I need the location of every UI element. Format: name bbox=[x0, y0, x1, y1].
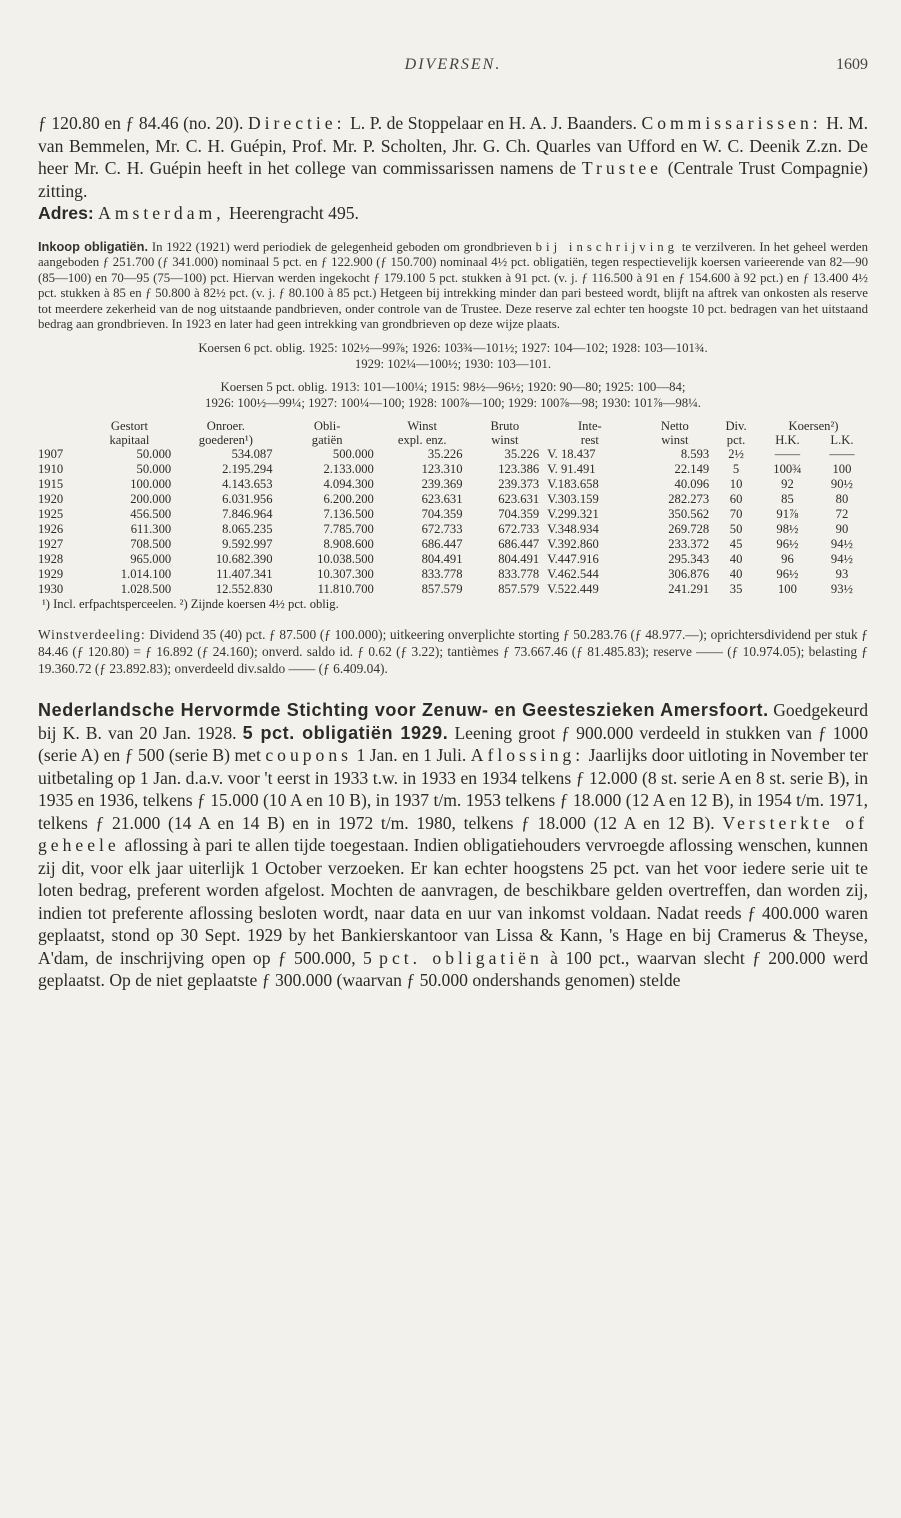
table-cell: 306.876 bbox=[668, 567, 710, 582]
table-cell: V.183.658 bbox=[547, 477, 599, 492]
table-cell: 123.310 bbox=[421, 462, 463, 477]
table-cell: 60 bbox=[729, 492, 743, 507]
table-cell: 623.631 bbox=[421, 492, 463, 507]
table-cell: 1.014.100 bbox=[120, 567, 172, 582]
inkoop-text-1: In 1922 (1921) werd periodiek de gelegenheid geboden om grondbrieven bbox=[148, 239, 536, 254]
table-cell: 804.491 bbox=[498, 552, 540, 567]
table-cell: 100.000 bbox=[130, 477, 172, 492]
directie-label: Directie: bbox=[247, 113, 346, 133]
table-cell: 11.407.341 bbox=[216, 567, 273, 582]
table-cell: V.462.544 bbox=[547, 567, 599, 582]
table-cell: 1920 bbox=[38, 492, 64, 507]
table-cell: 98½ bbox=[776, 522, 799, 537]
table-cell: 9.592.997 bbox=[222, 537, 273, 552]
table-header-cell bbox=[38, 433, 84, 447]
koersen-5-line-1: Koersen 5 pct. oblig. 1913: 101—100¼; 1915: 98½—96½; 1920: 90—80; 1925: 100—84; bbox=[220, 380, 686, 395]
table-cell: 295.343 bbox=[668, 552, 710, 567]
inkoop-label: Inkoop obligatiën. bbox=[38, 238, 149, 254]
directie-paragraph bbox=[38, 112, 868, 202]
table-cell: 857.579 bbox=[498, 582, 540, 597]
table-footnote: ¹) Incl. erfpachtsperceelen. ²) Zijnde koersen 4½ pct. oblig. bbox=[42, 597, 339, 612]
table-header-cell: Koersen²) bbox=[788, 419, 839, 434]
stichting-heading: Nederlandsche Hervormde Stichting voor Zenuw- en Geesteszieken Amersfoort. bbox=[38, 700, 769, 721]
table-cell: 8.593 bbox=[680, 447, 710, 462]
table-cell: V. 91.491 bbox=[547, 462, 596, 477]
adres-label: Adres: bbox=[38, 203, 94, 223]
versterkte-label: Versterkte of geheele bbox=[38, 812, 868, 856]
table-cell: 241.291 bbox=[668, 582, 710, 597]
stichting-text-4: Jaarlijks door uitloting in November ter uitbetaling op 1 Jan. d.a.v. voor 't eerst in 1933 t.w. in 1933 en 1934 telkens ƒ 12.000 (8 st. serie A en 8 st. serie B), in 1935 en 1936, telkens ƒ 15.000 (10 A en 10 B), in 1937 t/m. 1953 telkens ƒ 18.000 (12 A en 12 B), in 1954 t/m. 1971, telkens ƒ 21.000 (14 A en 14 B) en in 1972 t/m. 1980, telkens ƒ 18.000 (12 A en 12 B). bbox=[38, 745, 868, 833]
table-cell: V.447.916 bbox=[547, 552, 599, 567]
table-cell: V.348.934 bbox=[547, 522, 599, 537]
table-cell: 833.778 bbox=[498, 567, 540, 582]
stichting-text-6: à 100 pct., waarvan slecht ƒ 200.000 werd geplaatst. Op de niet geplaatste ƒ 300.000 (waarvan ƒ 50.000 ondershands genomen) stelde bbox=[38, 947, 869, 991]
table-cell: 704.359 bbox=[421, 507, 463, 522]
table-header-cell: gatiën bbox=[311, 433, 343, 448]
winstverdeeling-text: Dividend 35 (40) pct. ƒ 87.500 (ƒ 100.000); uitkeering onverplichte storting ƒ 50.283.76 (ƒ 48.977.—); oprichtersdividend per stuk ƒ 84.46 (ƒ 120.80) = ƒ 16.892 (ƒ 24.160); onverd. saldo id. ƒ 0.62 (ƒ 3.22); tantièmes ƒ 73.667.46 (ƒ 81.485.83); reserve —— (ƒ 10.974.05); belasting ƒ 19.360.72 (ƒ 23.892.83); onverdeeld div.saldo —— (ƒ 6.409.04). bbox=[38, 627, 868, 677]
table-cell: 50.000 bbox=[136, 462, 172, 477]
table-cell: 22.149 bbox=[674, 462, 710, 477]
table-cell: 40 bbox=[729, 552, 743, 567]
table-cell: 6.031.956 bbox=[222, 492, 273, 507]
table-cell: V.392.860 bbox=[547, 537, 599, 552]
stichting-text-5: aflossing à pari te allen tijde toegestaan. Indien obligatiehouders vervroegde aflossing wenschen, kunnen zij dit, voor elk jaar uiterlijk 1 October verzoeken. Er kan echter hoogstens 25 pct. van het voor iedere serie uit te loten bedrag, preferent worden afgelost. Mochten de aanvragen, de beschikbare gelden overtreffen, dan worden zij, indien tot preferente aflossing besloten wordt, naar data en uur van inkomst voldaan. Nadat reeds ƒ 400.000 waren geplaatst, stond op 30 Sept. 1929 by het Bankierskantoor van Lissa & Kann, 's Hage en bij Cramerus & Theyse, A'dam, de inschrijving open op ƒ 500.000, 5 bbox=[38, 835, 868, 968]
table-row bbox=[38, 567, 868, 582]
table-cell: —— bbox=[829, 447, 855, 462]
table-cell: 1927 bbox=[38, 537, 64, 552]
table-cell: 708.500 bbox=[130, 537, 172, 552]
table-cell: 1925 bbox=[38, 507, 64, 522]
table-cell: 1915 bbox=[38, 477, 64, 492]
table-cell: 2.133.000 bbox=[323, 462, 374, 477]
table-cell: 90½ bbox=[830, 477, 853, 492]
table-cell: 8.065.235 bbox=[222, 522, 273, 537]
table-cell: 200.000 bbox=[130, 492, 172, 507]
table-header-cell: L.K. bbox=[830, 433, 854, 448]
table-row bbox=[38, 552, 868, 567]
table-header-cell: Div. bbox=[725, 419, 747, 434]
table-cell: 10.307.300 bbox=[317, 567, 374, 582]
table-cell: 11.810.700 bbox=[317, 582, 374, 597]
koersen-5-line-2: 1926: 100½—99¼; 1927: 100¼—100; 1928: 100⅞—100; 1929: 100⅞—98; 1930: 101⅞—98¼. bbox=[205, 395, 701, 410]
page-header bbox=[38, 0, 868, 78]
table-cell: 686.447 bbox=[421, 537, 463, 552]
table-header-cell: expl. enz. bbox=[397, 433, 447, 448]
table-cell: 4.143.653 bbox=[222, 477, 273, 492]
table-cell: 611.300 bbox=[130, 522, 172, 537]
table-header-cell: Bruto bbox=[490, 419, 520, 434]
table-cell: 35.226 bbox=[504, 447, 540, 462]
inkoop-paragraph bbox=[38, 239, 868, 334]
pct-obligatien-label: pct. obligatiën bbox=[379, 947, 543, 968]
table-header-cell: goederen¹) bbox=[198, 433, 253, 448]
table-cell: 804.491 bbox=[421, 552, 463, 567]
table-cell: 94½ bbox=[830, 552, 853, 567]
table-row bbox=[38, 507, 868, 522]
table-cell: 1910 bbox=[38, 462, 64, 477]
table-cell: 123.386 bbox=[498, 462, 540, 477]
table-header-cell: pct. bbox=[726, 433, 746, 448]
table-header-cell: Onroer. bbox=[206, 419, 245, 434]
table-header-row-bottom bbox=[38, 433, 868, 447]
table-header-cell: Netto bbox=[660, 419, 689, 434]
table-row bbox=[38, 477, 868, 492]
table-cell: 50.000 bbox=[136, 447, 172, 462]
table-cell: 50 bbox=[729, 522, 743, 537]
trustee-label: Trustee bbox=[581, 158, 662, 178]
table-cell: V.522.449 bbox=[547, 582, 599, 597]
table-row bbox=[38, 462, 868, 477]
document-page bbox=[38, 0, 868, 992]
stichting-text-2: Leening groot ƒ 900.000 verdeeld in stukken van ƒ 1000 (serie A) en ƒ 500 (serie B) met bbox=[38, 722, 868, 766]
table-cell: 100 bbox=[777, 582, 797, 597]
koersen-6-line-2: 1929: 102¼—100½; 1930: 103—101. bbox=[354, 356, 552, 371]
koersen-6-line-1: Koersen 6 pct. oblig. 1925: 102½—99⅞; 1926: 103¾—101½; 1927: 104—102; 1928: 103—101¾. bbox=[198, 341, 708, 356]
table-cell: V.299.321 bbox=[547, 507, 599, 522]
table-cell: 40.096 bbox=[674, 477, 710, 492]
aflossing-label: Aflossing: bbox=[470, 745, 585, 766]
table-cell: 92 bbox=[781, 477, 794, 492]
financial-table bbox=[38, 419, 868, 597]
inkoop-text-2: te verzilveren. In het geheel werden aangeboden ƒ 251.700 (ƒ 341.000) nominaal 5 pct. en ƒ 122.900 (ƒ 150.700) nominaal 4½ pct. obligatiën, tegen respectievelijk koersen varieerende van 82—90 (85—100) en 70—95 (75—100) pct. Hiervan werden ingekocht ƒ 179.100 5 pct. stukken à 91 pct. (v. j. ƒ 116.500 à 91 en ƒ 154.600 à 92 pct.) en ƒ 13.400 4½ pct. stukken à 85 en ƒ 50.800 à 82½ pct. (v. j. ƒ 80.100 à 85 pct.) Hetgeen bij intrekking minder dan pari besteed wordt, blijft na aftrek van onkosten als reserve tot meerdere zekerheid van de nog uitstaande pandbrieven, onder controle van de Trustee. Deze reserve zal echter ten hoogste 10 pct. bedragen van het uitstaand bedrag aan grondbrieven. In 1923 en later had geen intrekking van grondbrieven op deze wijze plaats. bbox=[38, 239, 869, 332]
running-head: DIVERSEN. bbox=[404, 56, 502, 73]
table-cell: 80 bbox=[835, 492, 849, 507]
table-cell: 5 bbox=[732, 462, 740, 477]
fee-text: ƒ 120.80 en ƒ 84.46 (no. 20). bbox=[38, 113, 248, 133]
table-header-cell bbox=[38, 419, 84, 433]
table-header-row-top bbox=[38, 419, 868, 433]
inkoop-spaced: bij inschrijving bbox=[535, 239, 679, 254]
table-cell: 96½ bbox=[776, 537, 799, 552]
table-cell: 704.359 bbox=[498, 507, 540, 522]
table-cell: 2½ bbox=[728, 447, 744, 462]
table-cell: 10.038.500 bbox=[317, 552, 374, 567]
table-cell: 672.733 bbox=[498, 522, 540, 537]
directie-names: L. P. de Stoppelaar en H. A. J. Baanders. bbox=[345, 113, 642, 133]
coupons-label: coupons bbox=[265, 745, 352, 766]
table-cell: 2.195.294 bbox=[222, 462, 273, 477]
stichting-text-3: 1 Jan. en 1 Juli. bbox=[352, 745, 471, 766]
table-cell: 7.136.500 bbox=[323, 507, 374, 522]
table-cell: 6.200.200 bbox=[323, 492, 374, 507]
obligatien-label: 5 pct. obligatiën 1929. bbox=[242, 722, 449, 743]
table-cell: 100¾ bbox=[773, 462, 802, 477]
winstverdeeling-label: Winstverdeeling: bbox=[38, 627, 146, 643]
table-cell: 85 bbox=[781, 492, 794, 507]
table-cell: 500.000 bbox=[332, 447, 374, 462]
table-cell: 1928 bbox=[38, 552, 64, 567]
commissarissen-label: Commissarissen: bbox=[641, 113, 822, 133]
table-cell: 239.373 bbox=[498, 477, 540, 492]
table-header-cell: rest bbox=[580, 433, 599, 448]
stichting-text-1: Goedgekeurd bij K. B. van 20 Jan. 1928. bbox=[38, 700, 869, 743]
table-cell: V. 18.437 bbox=[547, 447, 596, 462]
table-cell: 10 bbox=[729, 477, 743, 492]
table-cell: 8.908.600 bbox=[323, 537, 374, 552]
table-cell: 94½ bbox=[830, 537, 853, 552]
table-header-cell: Winst bbox=[407, 419, 437, 434]
adres-city: Amsterdam, bbox=[98, 203, 225, 223]
table-cell: 269.728 bbox=[668, 522, 710, 537]
table-cell: 965.000 bbox=[130, 552, 172, 567]
table-cell: 1930 bbox=[38, 582, 64, 597]
table-cell: 857.579 bbox=[421, 582, 463, 597]
table-cell: 456.500 bbox=[130, 507, 172, 522]
table-row bbox=[38, 537, 868, 552]
trustee-text: (Centrale Trust Compagnie) zitting. bbox=[38, 158, 869, 201]
table-cell: V.303.159 bbox=[547, 492, 599, 507]
commissarissen-names: H. M. van Bemmelen, Mr. C. H. Guépin, Prof. Mr. P. Scholten, Jhr. G. Ch. Quarles van Ufford en W. C. Deenik Z.zn. De heer Mr. C. H. Guépin heeft in het college van commissarissen namens de bbox=[38, 113, 868, 178]
table-cell: 91⅞ bbox=[776, 507, 799, 522]
table-cell: 40 bbox=[729, 567, 743, 582]
page-number: 1609 bbox=[836, 56, 868, 73]
table-cell: 35 bbox=[729, 582, 743, 597]
table-cell: 239.369 bbox=[421, 477, 463, 492]
table-cell: 93½ bbox=[830, 582, 853, 597]
table-cell: 623.631 bbox=[498, 492, 540, 507]
table-cell: 672.733 bbox=[421, 522, 463, 537]
table-cell: 686.447 bbox=[498, 537, 540, 552]
table-cell: 35.226 bbox=[427, 447, 463, 462]
adres-street: Heerengracht 495. bbox=[224, 203, 359, 223]
stichting-paragraph bbox=[38, 699, 868, 992]
table-cell: 4.094.300 bbox=[323, 477, 374, 492]
table-cell: 96 bbox=[781, 552, 794, 567]
table-cell: 72 bbox=[835, 507, 849, 522]
table-cell: 100 bbox=[832, 462, 852, 477]
table-row bbox=[38, 447, 868, 462]
table-row bbox=[38, 522, 868, 537]
table-row bbox=[38, 492, 868, 507]
table-cell: 1.028.500 bbox=[120, 582, 172, 597]
table-cell: 90 bbox=[835, 522, 849, 537]
table-cell: 93 bbox=[835, 567, 849, 582]
table-cell: 1926 bbox=[38, 522, 64, 537]
table-cell: 833.778 bbox=[421, 567, 463, 582]
table-header-cell: H.K. bbox=[775, 433, 800, 448]
adres-line bbox=[38, 202, 868, 225]
table-cell: 7.846.964 bbox=[222, 507, 273, 522]
table-header-cell: winst bbox=[661, 433, 689, 448]
table-header-cell: Inte- bbox=[577, 419, 602, 434]
table-cell: 7.785.700 bbox=[323, 522, 374, 537]
winstverdeeling-paragraph bbox=[38, 626, 868, 677]
table-cell: 282.273 bbox=[668, 492, 710, 507]
table-header-cell: winst bbox=[491, 433, 519, 448]
table-header-cell: Obli- bbox=[313, 419, 341, 434]
table-cell: 96½ bbox=[776, 567, 799, 582]
table-cell: 350.562 bbox=[668, 507, 710, 522]
table-cell: 1929 bbox=[38, 567, 64, 582]
table-cell: —— bbox=[774, 447, 801, 462]
table-cell: 534.087 bbox=[231, 447, 273, 462]
table-cell: 233.372 bbox=[668, 537, 710, 552]
table-cell: 1907 bbox=[38, 447, 64, 462]
table-header-cell: Gestort bbox=[110, 419, 148, 434]
table-cell: 45 bbox=[729, 537, 743, 552]
table-row bbox=[38, 582, 868, 597]
table-cell: 10.682.390 bbox=[215, 552, 273, 567]
table-cell: 12.552.830 bbox=[215, 582, 273, 597]
table-header-cell: kapitaal bbox=[109, 433, 150, 448]
table-cell: 70 bbox=[729, 507, 743, 522]
